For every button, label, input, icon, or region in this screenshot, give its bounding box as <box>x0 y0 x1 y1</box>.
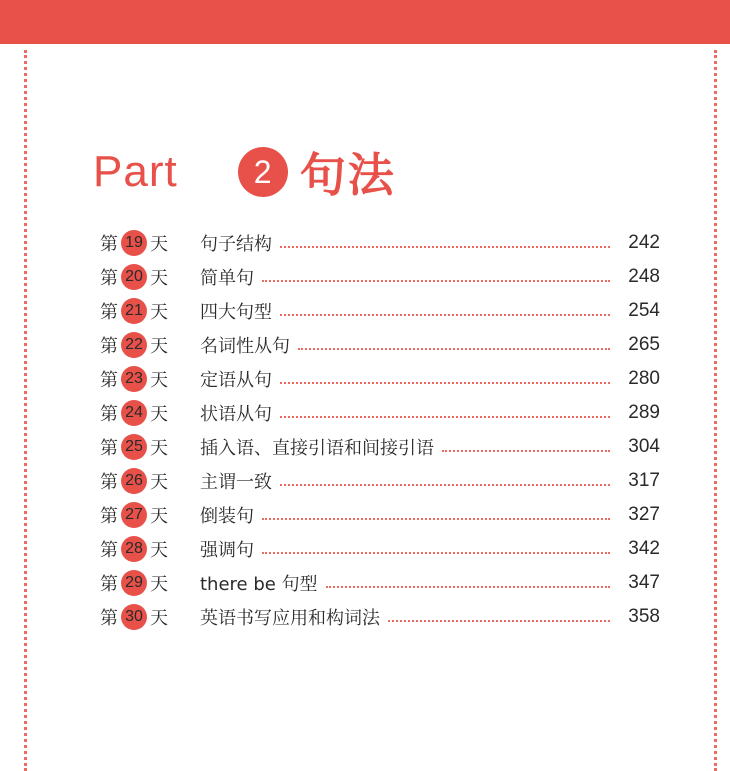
day-prefix: 第 <box>100 438 118 459</box>
table-of-contents <box>100 226 660 634</box>
day-number-badge: 22 <box>121 332 147 358</box>
day-number-badge: 28 <box>121 536 147 562</box>
day-prefix: 第 <box>100 370 118 391</box>
dot-leader <box>280 484 610 486</box>
chapter-title: there be 句型 <box>200 574 318 595</box>
day-label <box>100 434 200 460</box>
page-number: 327 <box>628 504 660 525</box>
day-prefix: 第 <box>100 302 118 323</box>
toc-row[interactable] <box>100 532 660 566</box>
dot-leader <box>280 314 610 316</box>
chapter-title: 英语书写应用和构词法 <box>200 608 380 629</box>
chapter-title: 插入语、直接引语和间接引语 <box>200 438 434 459</box>
day-label <box>100 332 200 358</box>
toc-row[interactable] <box>100 294 660 328</box>
chapter-title: 定语从句 <box>200 370 272 391</box>
dot-leader <box>388 620 610 622</box>
day-suffix: 天 <box>150 506 168 527</box>
day-number-badge: 25 <box>121 434 147 460</box>
part-word: Part <box>93 147 178 196</box>
day-number-badge: 21 <box>121 298 147 324</box>
top-red-band <box>0 0 730 44</box>
day-label <box>100 400 200 426</box>
toc-row[interactable] <box>100 464 660 498</box>
dot-leader <box>298 348 610 350</box>
page-number: 289 <box>628 402 660 423</box>
chapter-title: 简单句 <box>200 268 254 289</box>
toc-row[interactable] <box>100 396 660 430</box>
day-suffix: 天 <box>150 404 168 425</box>
page-number: 265 <box>628 334 660 355</box>
chapter-title: 四大句型 <box>200 302 272 323</box>
toc-row[interactable] <box>100 226 660 260</box>
day-suffix: 天 <box>150 234 168 255</box>
day-suffix: 天 <box>150 574 168 595</box>
day-suffix: 天 <box>150 608 168 629</box>
day-prefix: 第 <box>100 268 118 289</box>
day-label <box>100 570 200 596</box>
day-label <box>100 604 200 630</box>
part-name: 句法 <box>299 148 396 202</box>
chapter-title: 句子结构 <box>200 234 272 255</box>
page-number: 358 <box>628 606 660 627</box>
part-number-badge: 2 <box>238 147 288 197</box>
page-number: 317 <box>628 470 660 491</box>
day-prefix: 第 <box>100 234 118 255</box>
toc-row[interactable] <box>100 566 660 600</box>
day-suffix: 天 <box>150 336 168 357</box>
toc-row[interactable] <box>100 260 660 294</box>
dot-leader <box>280 382 610 384</box>
dot-leader <box>262 280 610 282</box>
day-number-badge: 19 <box>121 230 147 256</box>
toc-row[interactable] <box>100 498 660 532</box>
day-suffix: 天 <box>150 472 168 493</box>
dot-leader <box>262 552 610 554</box>
day-prefix: 第 <box>100 574 118 595</box>
day-prefix: 第 <box>100 608 118 629</box>
toc-row[interactable] <box>100 362 660 396</box>
chapter-title: 主谓一致 <box>200 472 272 493</box>
day-number-badge: 27 <box>121 502 147 528</box>
dot-leader <box>326 586 610 588</box>
chapter-title: 名词性从句 <box>200 336 290 357</box>
day-label <box>100 230 200 256</box>
chapter-title: 强调句 <box>200 540 254 561</box>
page-number: 254 <box>628 300 660 321</box>
toc-row[interactable] <box>100 600 660 634</box>
day-suffix: 天 <box>150 540 168 561</box>
day-label <box>100 264 200 290</box>
page-number: 347 <box>628 572 660 593</box>
chapter-title: 倒装句 <box>200 506 254 527</box>
chapter-title: 状语从句 <box>200 404 272 425</box>
day-suffix: 天 <box>150 268 168 289</box>
day-label <box>100 298 200 324</box>
dot-leader <box>262 518 610 520</box>
day-label <box>100 502 200 528</box>
day-number-badge: 20 <box>121 264 147 290</box>
page-number: 248 <box>628 266 660 287</box>
day-number-badge: 29 <box>121 570 147 596</box>
day-number-badge: 26 <box>121 468 147 494</box>
day-number-badge: 30 <box>121 604 147 630</box>
day-label <box>100 536 200 562</box>
day-prefix: 第 <box>100 540 118 561</box>
day-label <box>100 366 200 392</box>
day-prefix: 第 <box>100 472 118 493</box>
page-number: 242 <box>628 232 660 253</box>
day-number-badge: 23 <box>121 366 147 392</box>
day-suffix: 天 <box>150 370 168 391</box>
day-prefix: 第 <box>100 336 118 357</box>
right-dotted-border <box>714 50 717 771</box>
part-heading <box>93 140 396 204</box>
day-prefix: 第 <box>100 506 118 527</box>
dot-leader <box>442 450 610 452</box>
day-prefix: 第 <box>100 404 118 425</box>
dot-leader <box>280 246 610 248</box>
toc-row[interactable] <box>100 430 660 464</box>
page-number: 304 <box>628 436 660 457</box>
day-label <box>100 468 200 494</box>
dot-leader <box>280 416 610 418</box>
toc-row[interactable] <box>100 328 660 362</box>
day-suffix: 天 <box>150 302 168 323</box>
day-suffix: 天 <box>150 438 168 459</box>
page-number: 342 <box>628 538 660 559</box>
page-number: 280 <box>628 368 660 389</box>
left-dotted-border <box>24 50 27 771</box>
day-number-badge: 24 <box>121 400 147 426</box>
